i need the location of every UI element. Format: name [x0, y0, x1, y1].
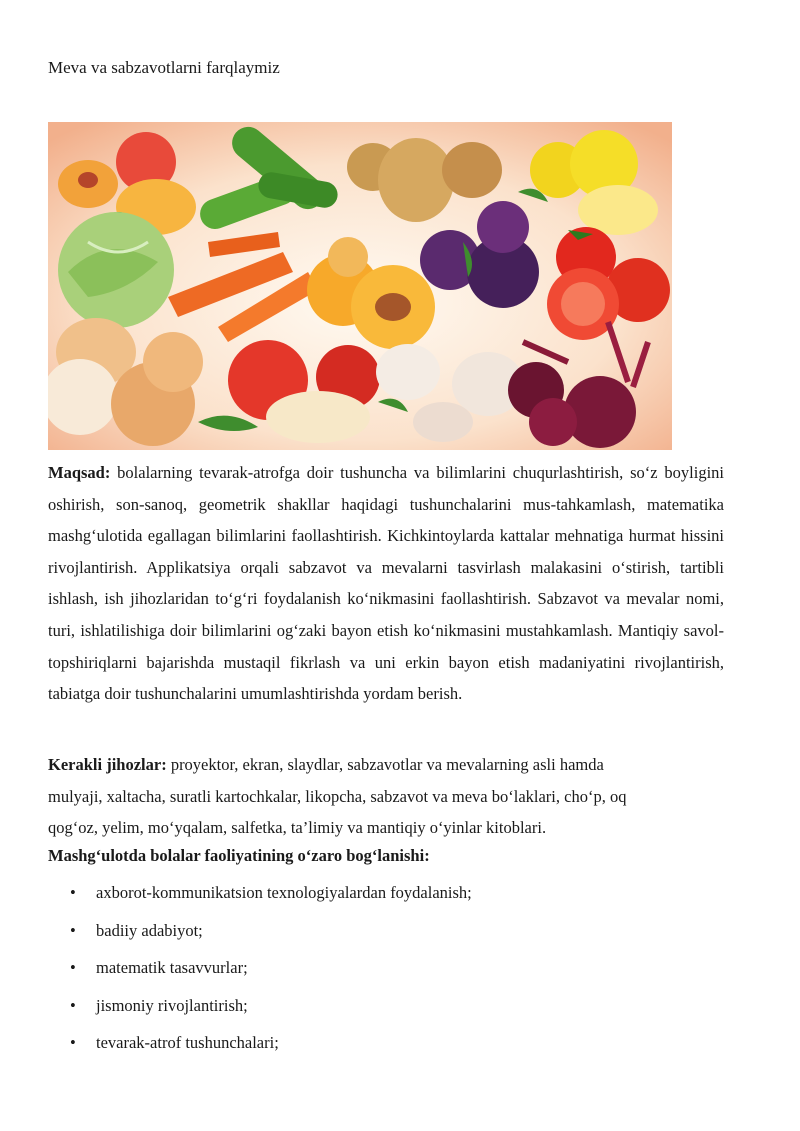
list-item-text: matematik tasavvurlar;	[96, 958, 248, 977]
list-item-text: tevarak-atrof tushunchalari;	[96, 1033, 279, 1052]
list-item	[48, 1030, 472, 1068]
fruits-vegetables-illustration	[48, 122, 672, 450]
equipment-line-2: mulyaji, xaltacha, suratli kartochkalar, likopcha, sabzavot va meva bo‘laklari, cho‘p, oq	[48, 786, 627, 806]
goal-text: bolalarning tevarak-atrofga doir tushuncha va bilimlarini chuqurlashtirish, so‘z boyligini oshirish, son-sanoq, geometrik shakllar haqidagi tushunchalarini mus-tahkamlash, matematika mashg‘ulotida egallagan bilimlarini faollashtirish. Kichkintoylarda kattalar mehnatiga hurmat hissini rivojlantirish. Applikatsiya orqali sabzavot va mevalarni tasvirlash malakasini o‘stirish, tartibli ishlash, ish jihozlaridan to‘g‘ri foydalanish ko‘nikmasini faollashtirish. Sabzavot va mevalar nomi, turi, ishlatilishiga doir bilimlarini og‘zaki bayon etish ko‘nikmasini mustahkamlash. Mantiqiy savol-topshiriqlarni bajarishda mustaqil fikrlash va uni erkin bayon etish madaniyatini rivojlantirish, tabiatga doir tushunchalarini umumlashtirishda yordam berish.	[48, 463, 724, 704]
list-item-text: jismoniy rivojlantirish;	[96, 995, 248, 1015]
bullet: •	[70, 883, 76, 902]
onion-icon	[48, 318, 203, 446]
bullet: •	[70, 995, 76, 1015]
list-item	[48, 993, 472, 1031]
goal-label: Maqsad:	[48, 463, 111, 482]
list-item-text: badiiy adabiyot;	[96, 920, 203, 940]
equipment-line-3: qog‘oz, yelim, mo‘yqalam, salfetka, ta’limiy va mantiqiy o‘yinlar kitoblari.	[48, 818, 547, 838]
list-item	[48, 955, 472, 993]
bullet: •	[70, 958, 76, 977]
list-item	[48, 918, 472, 956]
equipment-line-1: proyektor, ekran, slaydlar, sabzavotlar va mevalarning asli hamda	[166, 755, 604, 774]
list-item	[48, 880, 472, 918]
illustration-canvas	[48, 122, 672, 450]
activities-list	[48, 880, 472, 1068]
goal-paragraph	[48, 457, 724, 710]
bullet: •	[70, 920, 76, 940]
list-item-text: axborot-kommunikatsion texnologiyalardan foydalanish;	[96, 883, 472, 902]
equipment-label: Kerakli jihozlar:	[48, 755, 167, 774]
page-title: Meva va sabzavotlarni farqlaymiz	[48, 58, 280, 77]
cabbage-icon	[58, 212, 174, 328]
equipment-paragraph	[48, 749, 724, 844]
activities-heading: Mashg‘ulotda bolalar faoliyatining o‘zaro bog‘lanishi:	[48, 846, 430, 865]
bullet: •	[70, 1033, 76, 1052]
